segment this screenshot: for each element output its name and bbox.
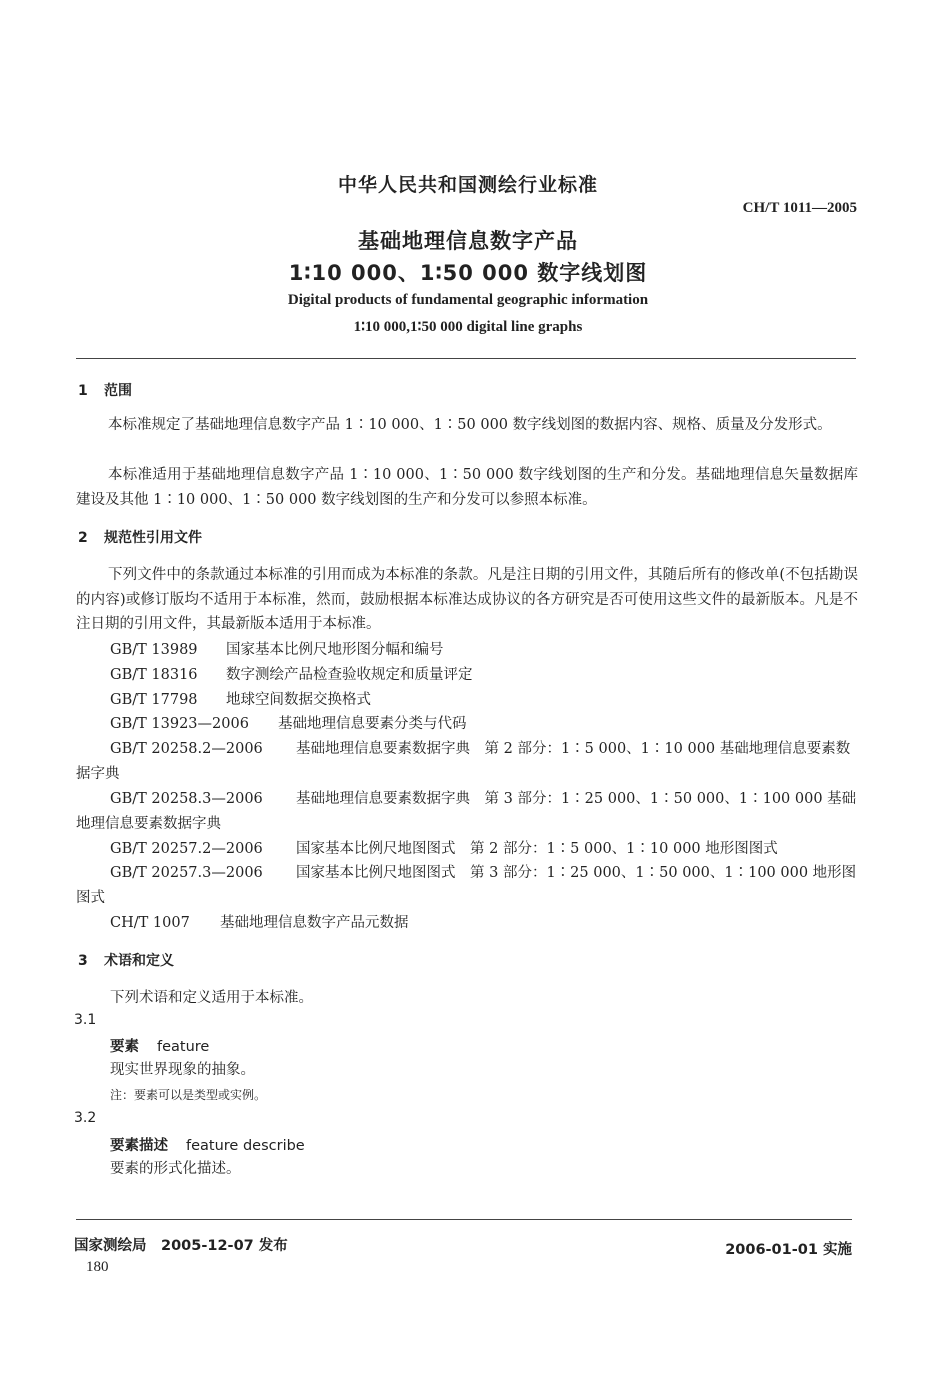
reference-title: 基础地理信息要素数据字典 第 3 部分：1∶25 000、1∶50 000、1∶100 000 基础地理信息要素数据字典: [76, 791, 857, 832]
reference-item: [110, 911, 409, 932]
reference-title: 基础地理信息要素分类与代码: [278, 716, 467, 732]
section-title: 规范性引用文件: [104, 530, 202, 546]
section-number: 1: [78, 383, 88, 399]
reference-title: 国家基本比例尺地形图分幅和编号: [226, 642, 444, 658]
header-divider: [76, 358, 856, 359]
term-english: feature: [157, 1039, 210, 1055]
term-chinese: 要素描述: [110, 1138, 168, 1154]
issue-info: 国家测绘局 2005-12-07 发布: [74, 1238, 288, 1254]
term-number: 3.2: [74, 1110, 97, 1126]
section-number: 3: [78, 953, 88, 969]
reference-code: GB/T 20257.2—2006: [110, 841, 263, 857]
title-english-line2: 1∶10 000,1∶50 000 digital line graphs: [353, 319, 583, 335]
reference-item: [76, 861, 858, 910]
implementation-date: 2006-01-01 实施: [725, 1242, 852, 1258]
reference-code: GB/T 20258.3—2006: [110, 791, 263, 807]
section-number: 2: [78, 530, 88, 546]
reference-title: 国家基本比例尺地图图式 第 3 部分：1∶25 000、1∶50 000、1∶100 000 地形图图式: [76, 865, 857, 906]
title-chinese-line2: 1∶10 000、1∶50 000 数字线划图: [288, 261, 648, 285]
section-title: 术语和定义: [104, 953, 174, 969]
standard-code: CH/T 1011—2005: [742, 200, 857, 216]
reference-item: [76, 737, 858, 786]
reference-item: [110, 638, 444, 659]
reference-item: [76, 787, 858, 836]
reference-title: 国家基本比例尺地图图式 第 2 部分：1∶5 000、1∶10 000 地形图图式: [296, 841, 778, 857]
section-2-paragraph-1: 下列文件中的条款通过本标准的引用而成为本标准的条款。凡是注日期的引用文件，其随后所有的修改单(不包括勘误的内容)或修订版均不适用于本标准，然而，鼓励根据本标准达成协议的各方研究是否可使用这些文件的最新版本。凡是不注日期的引用文件，其最新版本适用于本标准。: [76, 567, 858, 633]
reference-item: [110, 837, 778, 858]
term-chinese: 要素: [110, 1039, 139, 1055]
section-1-paragraph-1: 本标准规定了基础地理信息数字产品 1∶10 000、1∶50 000 数字线划图的数据内容、规格、质量及分发形式。: [108, 417, 832, 433]
reference-code: CH/T 1007: [110, 915, 190, 931]
term-definition: 要素的形式化描述。: [110, 1161, 241, 1177]
term-note: 注：要素可以是类型或实例。: [110, 1088, 267, 1102]
reference-code: GB/T 20258.2—2006: [110, 741, 263, 757]
section-1-heading: [78, 380, 132, 400]
term-english: feature describe: [186, 1138, 305, 1154]
reference-title: 基础地理信息数字产品元数据: [220, 915, 409, 931]
title-english-line1: Digital products of fundamental geographic information: [287, 292, 649, 308]
section-2-heading: [78, 527, 202, 547]
term-heading: [110, 1035, 209, 1056]
standard-category: 中华人民共和国测绘行业标准: [337, 174, 598, 196]
section-3-heading: [78, 950, 174, 970]
reference-title: 基础地理信息要素数据字典 第 2 部分：1∶5 000、1∶10 000 基础地理信息要素数据字典: [76, 741, 851, 782]
title-chinese-line1: 基础地理信息数字产品: [358, 229, 578, 253]
reference-code: GB/T 18316: [110, 667, 198, 683]
section-1-paragraph-2: 本标准适用于基础地理信息数字产品 1∶10 000、1∶50 000 数字线划图的生产和分发。基础地理信息矢量数据库建设及其他 1∶10 000、1∶50 000 数字线划图的生产和分发可以参照本标准。: [76, 467, 858, 508]
page-number: 180: [86, 1259, 109, 1275]
section-3-intro: 下列术语和定义适用于本标准。: [110, 990, 313, 1006]
reference-item: [110, 663, 473, 684]
reference-title: 数字测绘产品检查验收规定和质量评定: [226, 667, 473, 683]
footer-divider: [76, 1219, 852, 1220]
section-title: 范围: [104, 383, 132, 399]
reference-code: GB/T 13923—2006: [110, 716, 249, 732]
reference-code: GB/T 20257.3—2006: [110, 865, 263, 881]
reference-item: [110, 688, 371, 709]
term-number: 3.1: [74, 1012, 97, 1028]
reference-item: [110, 712, 467, 733]
term-heading: [110, 1134, 305, 1155]
term-definition: 现实世界现象的抽象。: [110, 1062, 255, 1078]
reference-title: 地球空间数据交换格式: [226, 692, 371, 708]
reference-code: GB/T 13989: [110, 642, 198, 658]
reference-code: GB/T 17798: [110, 692, 198, 708]
